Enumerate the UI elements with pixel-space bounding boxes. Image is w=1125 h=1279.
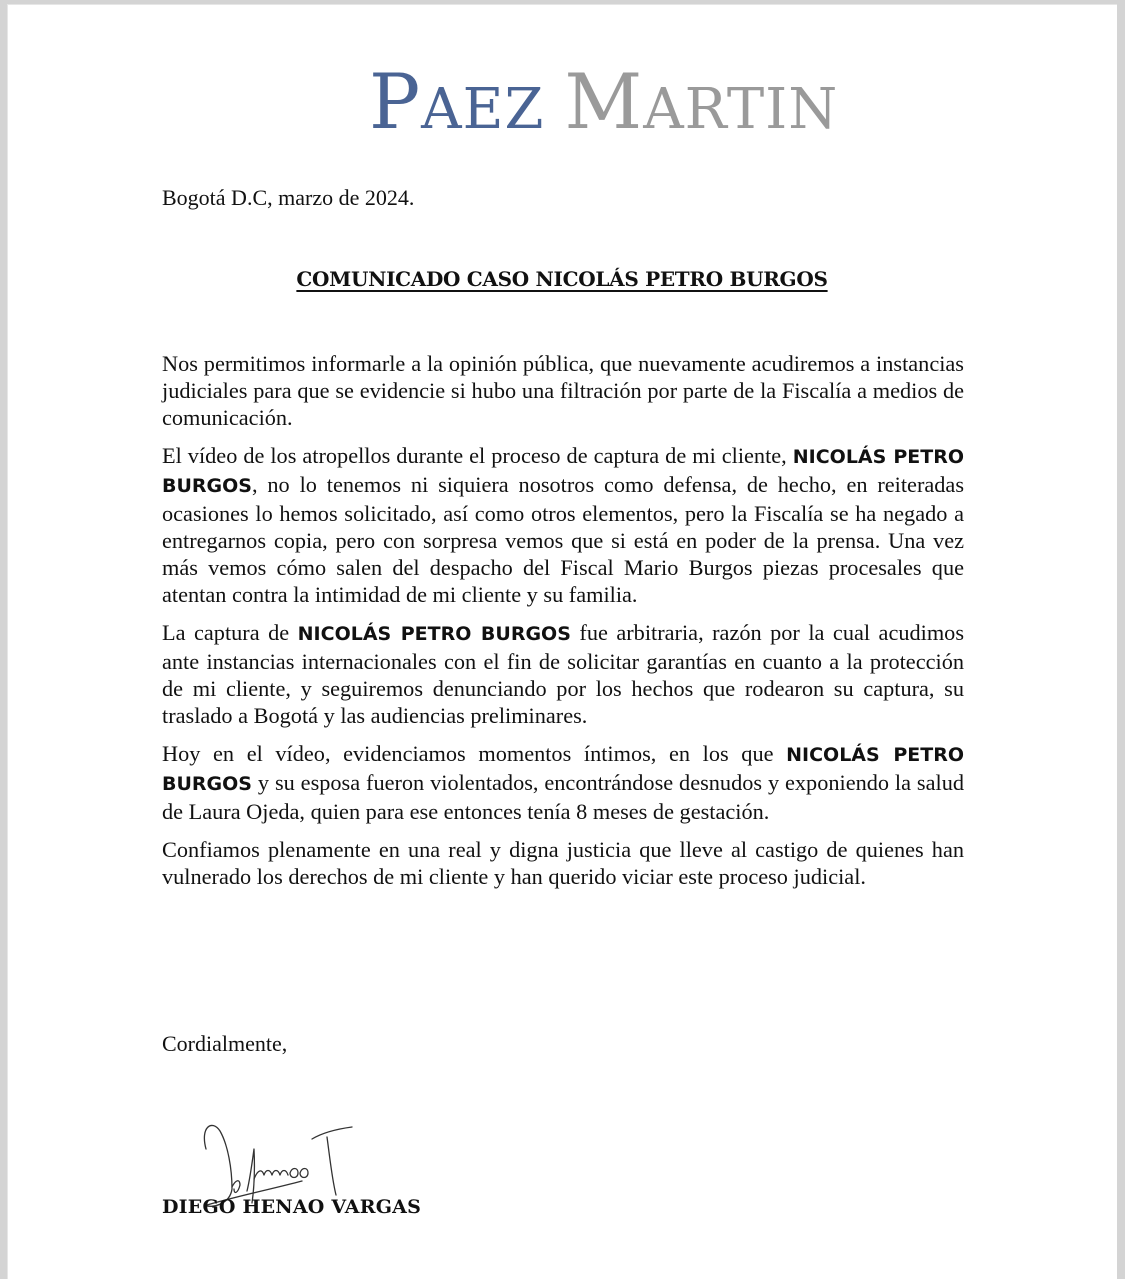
document-title — [7, 265, 1117, 293]
paragraph-5: Confiamos plenamente en una real y digna justicia que lleve al castigo de quienes han vulnerado los derechos de mi cliente y han querido viciar este proceso judicial. — [162, 837, 964, 889]
client-name-bold: NICOLÁS PETRO BURGOS — [162, 446, 964, 497]
paragraph-3-intro: La captura de — [162, 620, 290, 645]
company-logo — [369, 57, 839, 150]
client-name-bold: NICOLÁS PETRO BURGOS — [162, 744, 964, 795]
paragraph-2-intro: El vídeo de los atropellos durante el proceso de captura de mi cliente, — [162, 443, 787, 468]
client-name-bold: NICOLÁS PETRO BURGOS — [297, 623, 571, 645]
paragraph-1: Nos permitimos informarle a la opinión pública, que nuevamente acudiremos a instancias judiciales para que se evidencie si hubo una filtración por parte de la Fiscalía a medios de comunicación. — [162, 351, 964, 430]
date-line: Bogotá D.C, marzo de 2024. — [162, 185, 415, 210]
document-title-text: COMUNICADO CASO NICOLÁS PETRO BURGOS — [296, 267, 828, 291]
logo-word-martin: MARTIN — [564, 57, 839, 146]
document-page — [7, 4, 1117, 1279]
paragraph-3 — [162, 619, 964, 729]
paragraph-3-rest: fue arbitraria, razón por la cual acudimos ante instancias internacionales con el fin de solicitar garantías en cuanto a la protección de mi cliente, y seguiremos denunciando por los hechos que rodearon su captura, su traslado a Bogotá y las audiencias preliminares. — [162, 620, 965, 728]
paragraph-4-intro: Hoy en el vídeo, evidenciamos momentos íntimos, en los que — [162, 741, 774, 766]
logo-word-paez: PAEZ — [369, 57, 545, 146]
paragraph-2-rest: , no lo tenemos ni siquiera nosotros como defensa, de hecho, en reiteradas ocasiones lo hemos solicitado, así como otros elementos, pero la Fiscalía se ha negado a entregarnos copia, pero con sorpresa vemos que si está en poder de la prensa. Una vez más vemos cómo salen del despacho del Fiscal Mario Burgos piezas procesales que atentan contra la intimidad de mi cliente y su familia. — [162, 472, 964, 607]
signer-name: DIEGO HENAO VARGAS — [162, 1196, 422, 1218]
paragraph-2 — [162, 442, 964, 608]
paragraph-4-rest: y su esposa fueron violentados, encontrándose desnudos y exponiendo la salud de Laura Ojeda, quien para ese entonces tenía 8 meses de gestación. — [162, 770, 964, 824]
document-body — [162, 350, 964, 901]
paragraph-4 — [162, 740, 964, 825]
closing-salutation: Cordialmente, — [162, 1031, 288, 1056]
